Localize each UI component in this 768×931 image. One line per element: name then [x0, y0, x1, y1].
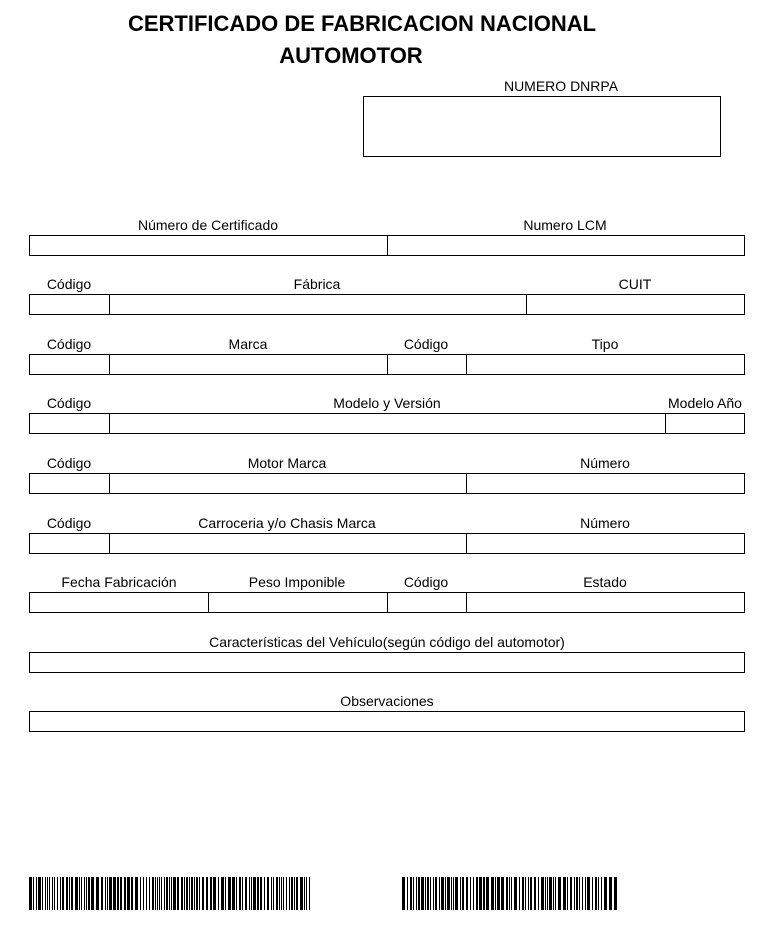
motor-marca-label: Motor Marca: [247, 455, 327, 471]
row7-divider: [466, 593, 467, 612]
peso-imponible-label: Peso Imponible: [248, 574, 346, 590]
row6-divider: [466, 534, 467, 553]
fecha-fabricacion-label: Fecha Fabricación: [61, 574, 177, 590]
marca-codigo-label: Código: [46, 336, 92, 352]
document-title: CERTIFICADO DE FABRICACION NACIONAL: [127, 11, 597, 36]
row7-divider: [208, 593, 209, 612]
row1-fields: [29, 235, 745, 256]
caracteristicas-field[interactable]: [29, 652, 745, 673]
row5-fields: [29, 473, 745, 494]
row4-fields: [29, 413, 745, 434]
modelo-anio-label: Modelo Año: [668, 395, 742, 411]
tipo-codigo-label: Código: [403, 336, 449, 352]
fabrica-codigo-label: Código: [46, 276, 92, 292]
observaciones-label: Observaciones: [340, 693, 434, 709]
chasis-numero-label: Número: [580, 515, 630, 531]
row3-divider: [466, 355, 467, 374]
motor-numero-label: Número: [580, 455, 630, 471]
marca-label: Marca: [228, 336, 268, 352]
chasis-codigo-label: Código: [46, 515, 92, 531]
modelo-label: Modelo y Versión: [333, 395, 441, 411]
estado-codigo-label: Código: [403, 574, 449, 590]
barcode-right: [402, 877, 618, 910]
tipo-label: Tipo: [591, 336, 619, 352]
dnrpa-field[interactable]: [363, 96, 721, 157]
row3-fields: [29, 354, 745, 375]
row6-fields: [29, 533, 745, 554]
barcode-left: [29, 877, 313, 910]
row5-divider: [109, 474, 110, 493]
carroceria-label: Carroceria y/o Chasis Marca: [198, 515, 376, 531]
fabrica-label: Fábrica: [293, 276, 341, 292]
row7-divider: [387, 593, 388, 612]
row4-divider: [109, 414, 110, 433]
observaciones-field[interactable]: [29, 711, 745, 732]
row3-divider: [387, 355, 388, 374]
cuit-label: CUIT: [618, 276, 652, 292]
row3-divider: [109, 355, 110, 374]
row2-divider: [109, 295, 110, 314]
row7-fields: [29, 592, 745, 613]
document-subtitle: AUTOMOTOR: [279, 43, 423, 68]
lcm-label: Numero LCM: [523, 217, 607, 233]
motor-codigo-label: Código: [46, 455, 92, 471]
row2-divider: [526, 295, 527, 314]
row6-divider: [109, 534, 110, 553]
certificado-label: Número de Certificado: [137, 217, 279, 233]
estado-label: Estado: [583, 574, 627, 590]
row1-divider: [387, 236, 388, 255]
caracteristicas-label: Características del Vehículo(según código del automotor): [209, 634, 565, 650]
row4-divider: [665, 414, 666, 433]
row2-fields: [29, 294, 745, 315]
modelo-codigo-label: Código: [46, 395, 92, 411]
row5-divider: [466, 474, 467, 493]
dnrpa-label: NUMERO DNRPA: [503, 78, 619, 94]
